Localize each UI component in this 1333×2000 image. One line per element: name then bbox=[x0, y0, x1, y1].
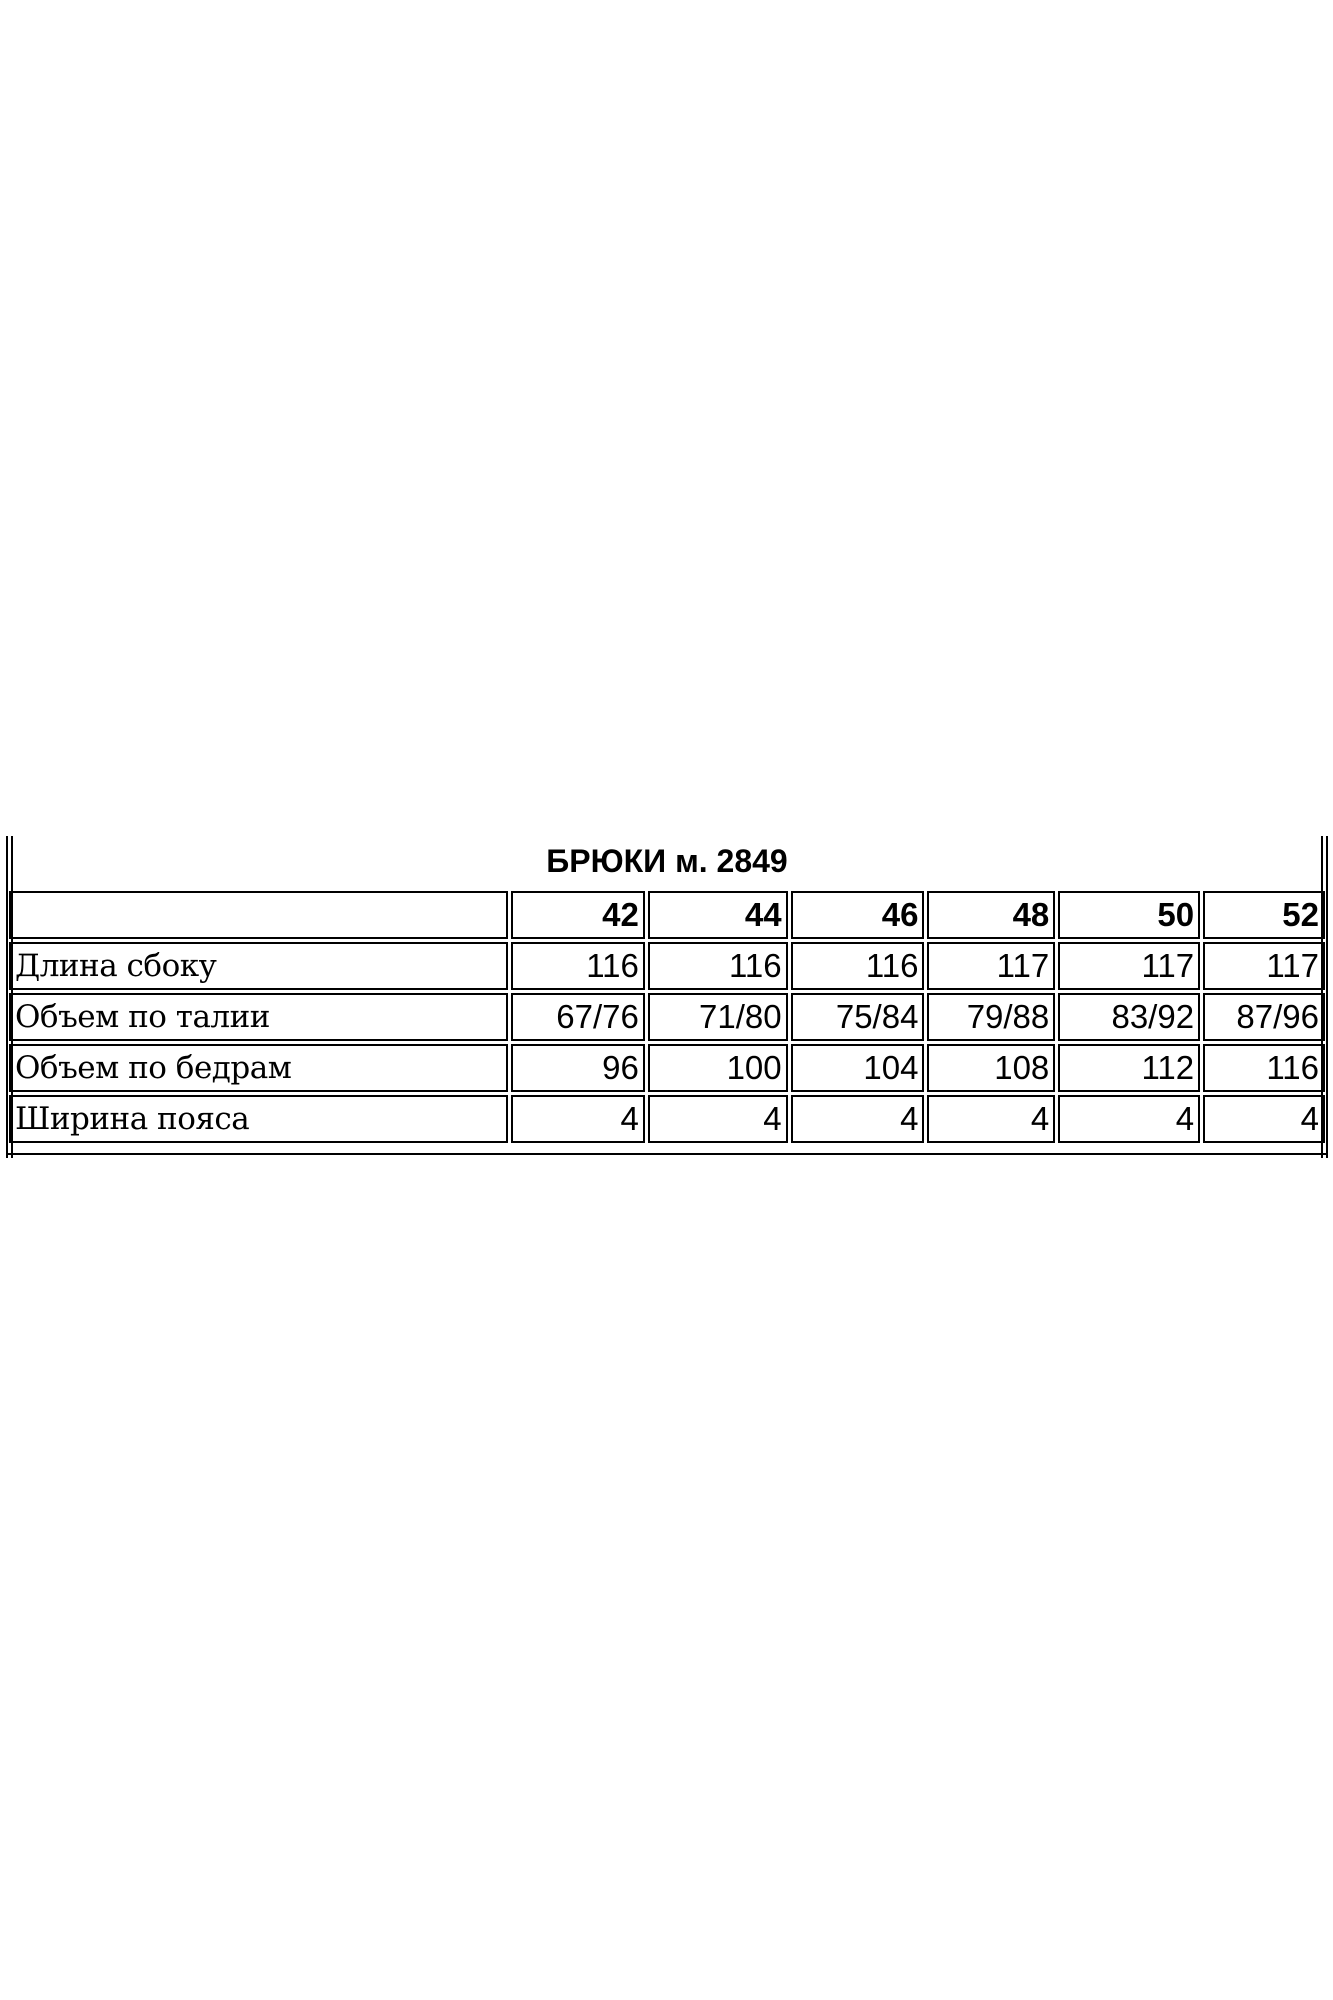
table-row bbox=[9, 993, 1325, 1041]
size-header-row bbox=[9, 891, 1325, 939]
value-cell: 4 bbox=[1203, 1095, 1325, 1143]
size-header-cell: 50 bbox=[1058, 891, 1200, 939]
value-cell: 108 bbox=[927, 1044, 1055, 1092]
value-cell: 83/92 bbox=[1058, 993, 1200, 1041]
table-bottom-rule bbox=[6, 1153, 1328, 1155]
value-cell: 96 bbox=[511, 1044, 645, 1092]
table-row bbox=[9, 1044, 1325, 1092]
value-cell: 116 bbox=[648, 942, 788, 990]
value-cell: 67/76 bbox=[511, 993, 645, 1041]
value-cell: 4 bbox=[648, 1095, 788, 1143]
value-cell: 4 bbox=[791, 1095, 925, 1143]
size-table bbox=[6, 888, 1328, 1146]
value-cell: 104 bbox=[791, 1044, 925, 1092]
value-cell: 75/84 bbox=[791, 993, 925, 1041]
value-cell: 117 bbox=[927, 942, 1055, 990]
table-row bbox=[9, 1095, 1325, 1143]
table-row bbox=[9, 942, 1325, 990]
size-header-cell: 42 bbox=[511, 891, 645, 939]
value-cell: 87/96 bbox=[1203, 993, 1325, 1041]
chart-title: БРЮКИ м. 2849 bbox=[546, 843, 788, 879]
header-empty-cell bbox=[9, 891, 508, 939]
value-cell: 117 bbox=[1058, 942, 1200, 990]
row-label: Длина сбоку bbox=[9, 942, 508, 990]
value-cell: 4 bbox=[511, 1095, 645, 1143]
value-cell: 112 bbox=[1058, 1044, 1200, 1092]
value-cell: 4 bbox=[1058, 1095, 1200, 1143]
value-cell: 116 bbox=[511, 942, 645, 990]
value-cell: 116 bbox=[1203, 1044, 1325, 1092]
value-cell: 117 bbox=[1203, 942, 1325, 990]
value-cell: 116 bbox=[791, 942, 925, 990]
size-header-cell: 46 bbox=[791, 891, 925, 939]
size-header-cell: 52 bbox=[1203, 891, 1325, 939]
value-cell: 79/88 bbox=[927, 993, 1055, 1041]
size-chart bbox=[6, 836, 1328, 1158]
row-label: Объем по бедрам bbox=[9, 1044, 508, 1092]
value-cell: 4 bbox=[927, 1095, 1055, 1143]
size-header-cell: 48 bbox=[927, 891, 1055, 939]
size-header-cell: 44 bbox=[648, 891, 788, 939]
row-label: Ширина пояса bbox=[9, 1095, 508, 1143]
row-label: Объем по талии bbox=[9, 993, 508, 1041]
value-cell: 71/80 bbox=[648, 993, 788, 1041]
value-cell: 100 bbox=[648, 1044, 788, 1092]
